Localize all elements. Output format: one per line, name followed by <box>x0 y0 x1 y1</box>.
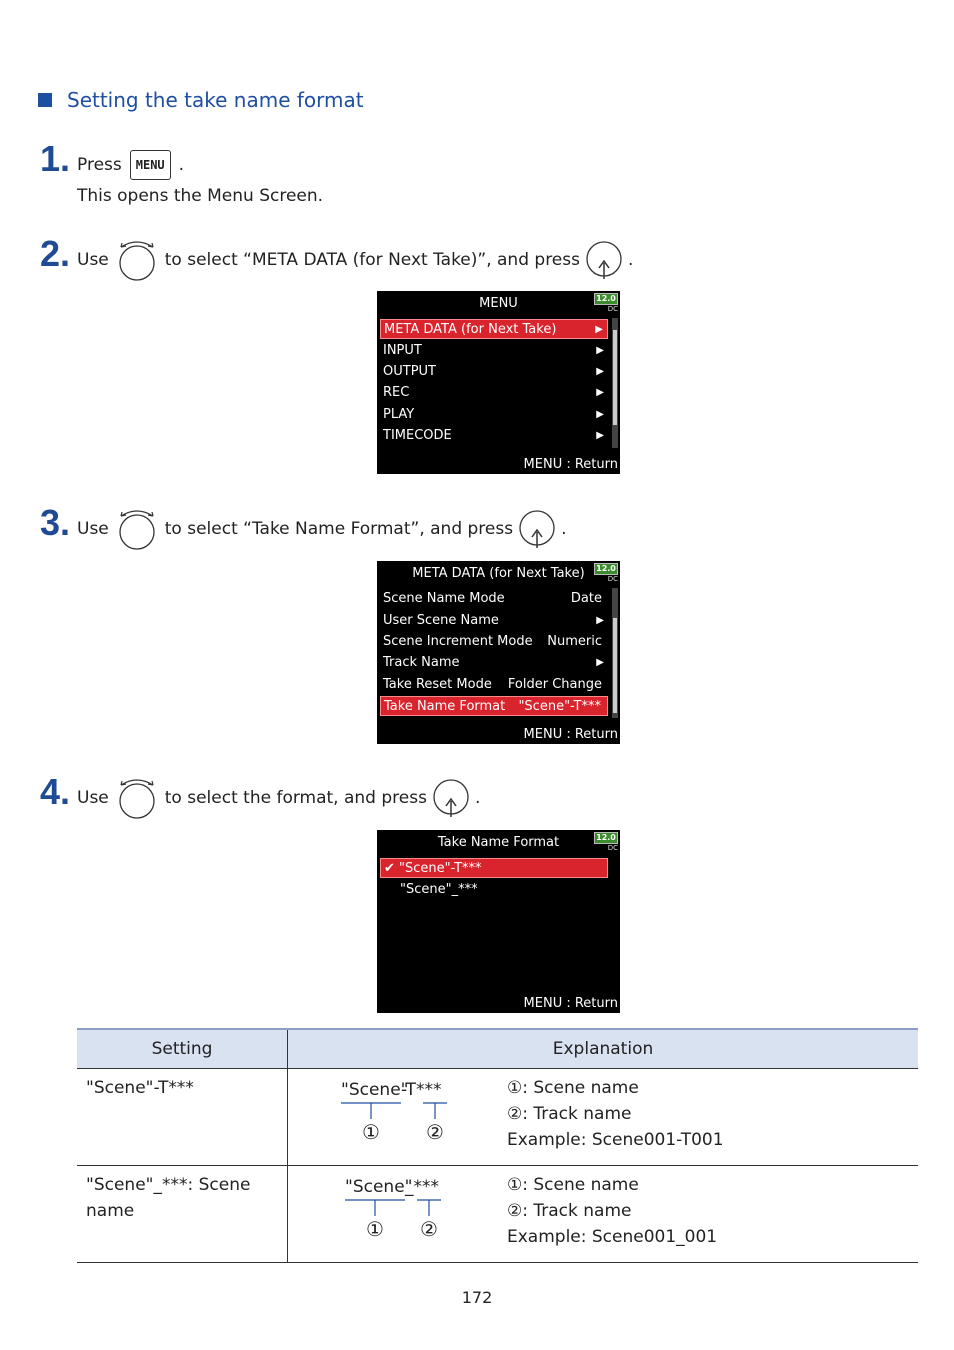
step-1-post: . <box>178 155 185 175</box>
arrow-right-icon: ▶ <box>596 430 604 441</box>
setting-cell: "Scene"-T*** <box>77 1069 288 1166</box>
screen-title: MENU <box>479 296 518 311</box>
marker-2: ② <box>420 1217 438 1241</box>
step-3-post: . <box>561 519 567 539</box>
screen-title: META DATA (for Next Take) <box>412 566 585 581</box>
step-4-number: 4. <box>40 771 71 812</box>
rotary-dial-icon <box>109 777 165 819</box>
header-setting: Setting <box>77 1029 288 1069</box>
screen-footer: MENU : Return <box>523 727 618 742</box>
marker-2: ② <box>426 1120 444 1144</box>
step-2-text <box>77 239 633 281</box>
arrow-right-icon: ▶ <box>596 387 604 398</box>
menu-item[interactable]: Scene Increment Mode Numeric <box>383 634 602 649</box>
device-screen-menu <box>377 291 620 474</box>
page-number: 172 <box>461 1288 493 1307</box>
scrollbar[interactable] <box>612 318 618 448</box>
explanation-table <box>77 1028 918 1263</box>
screen-title: Take Name Format <box>437 835 560 850</box>
header-explanation: Explanation <box>288 1029 919 1069</box>
step-3-mid: to select “Take Name Format”, and press <box>164 519 514 539</box>
arrow-right-icon: ▶ <box>596 615 604 626</box>
section-title <box>38 88 364 112</box>
step-3-text <box>77 508 567 550</box>
scrollbar[interactable] <box>612 588 618 718</box>
menu-item[interactable]: INPUT ▶ <box>380 341 608 361</box>
step-4-pre: Use <box>77 788 109 808</box>
section-square-icon <box>38 93 52 107</box>
step-3-number: 3. <box>40 502 71 543</box>
explanation-cell: ①: Scene name ②: Track name Example: Scene001-T001 <box>498 1069 918 1166</box>
menu-item[interactable]: TIMECODE ▶ <box>380 426 608 446</box>
step-4-mid: to select the format, and press <box>164 788 427 808</box>
arrow-right-icon: ▶ <box>596 657 604 668</box>
rotary-dial-icon <box>109 239 165 281</box>
step-3-pre: Use <box>77 519 109 539</box>
menu-key-icon: MENU <box>130 150 171 180</box>
table-row <box>77 1069 918 1166</box>
section-title-text: Setting the take name format <box>67 88 364 112</box>
format-option[interactable]: ✔ "Scene"-T*** <box>380 858 608 878</box>
marker-1: ① <box>362 1120 380 1144</box>
device-screen-metadata <box>377 561 620 744</box>
step-1-number: 1. <box>40 138 71 179</box>
menu-item[interactable]: Scene Name Mode Date <box>383 591 602 606</box>
menu-item[interactable]: Take Name Format "Scene"-T*** <box>380 696 608 716</box>
diagram-part-scene: "Scene" <box>345 1177 413 1197</box>
screen-footer: MENU : Return <box>523 996 618 1011</box>
diagram-part-track: -T*** <box>401 1080 442 1100</box>
menu-item[interactable]: Take Reset Mode Folder Change <box>383 677 602 692</box>
step-2-pre: Use <box>77 250 109 270</box>
format-diagram-svg <box>297 1075 477 1151</box>
menu-item[interactable]: META DATA (for Next Take) ▶ <box>380 319 608 339</box>
menu-item[interactable]: REC ▶ <box>380 383 608 403</box>
menu-item[interactable]: User Scene Name ▶ <box>380 611 608 631</box>
step-1-pre: Press <box>77 155 122 175</box>
diagram-part-track: _*** <box>405 1177 439 1197</box>
diagram-part-scene: "Scene" <box>341 1080 409 1100</box>
battery-icon: 12.0 DC <box>594 293 618 309</box>
menu-item[interactable]: Track Name ▶ <box>380 653 608 673</box>
arrow-right-icon: ▶ <box>595 324 603 335</box>
table-row <box>77 1166 918 1263</box>
format-diagram <box>288 1166 499 1263</box>
screen-footer: MENU : Return <box>523 457 618 472</box>
step-2-mid: to select “META DATA (for Next Take)”, and press <box>164 250 580 270</box>
rotary-dial-icon <box>109 508 165 550</box>
push-dial-icon <box>427 777 475 819</box>
step-2-number: 2. <box>40 233 71 274</box>
marker-1: ① <box>366 1217 384 1241</box>
menu-item[interactable]: PLAY ▶ <box>380 405 608 425</box>
format-diagram <box>288 1069 499 1166</box>
step-1-sub: This opens the Menu Screen. <box>77 186 324 206</box>
setting-cell: "Scene"_***: Scene name <box>77 1166 288 1263</box>
battery-icon: 12.0 DC <box>594 563 618 579</box>
step-1-text <box>77 150 184 180</box>
battery-icon: 12.0 DC <box>594 832 618 848</box>
format-option[interactable]: "Scene"_*** <box>400 882 478 897</box>
arrow-right-icon: ▶ <box>596 345 604 356</box>
arrow-right-icon: ▶ <box>596 409 604 420</box>
device-screen-take-name-format <box>377 830 620 1013</box>
arrow-right-icon: ▶ <box>596 366 604 377</box>
step-4-text <box>77 777 480 819</box>
push-dial-icon <box>580 239 628 281</box>
step-4-post: . <box>474 788 481 808</box>
step-2-post: . <box>627 250 634 270</box>
push-dial-icon <box>513 508 561 550</box>
menu-item[interactable]: OUTPUT ▶ <box>380 362 608 382</box>
explanation-cell: ①: Scene name ②: Track name Example: Scene001_001 <box>498 1166 918 1263</box>
format-diagram-svg <box>297 1172 477 1248</box>
